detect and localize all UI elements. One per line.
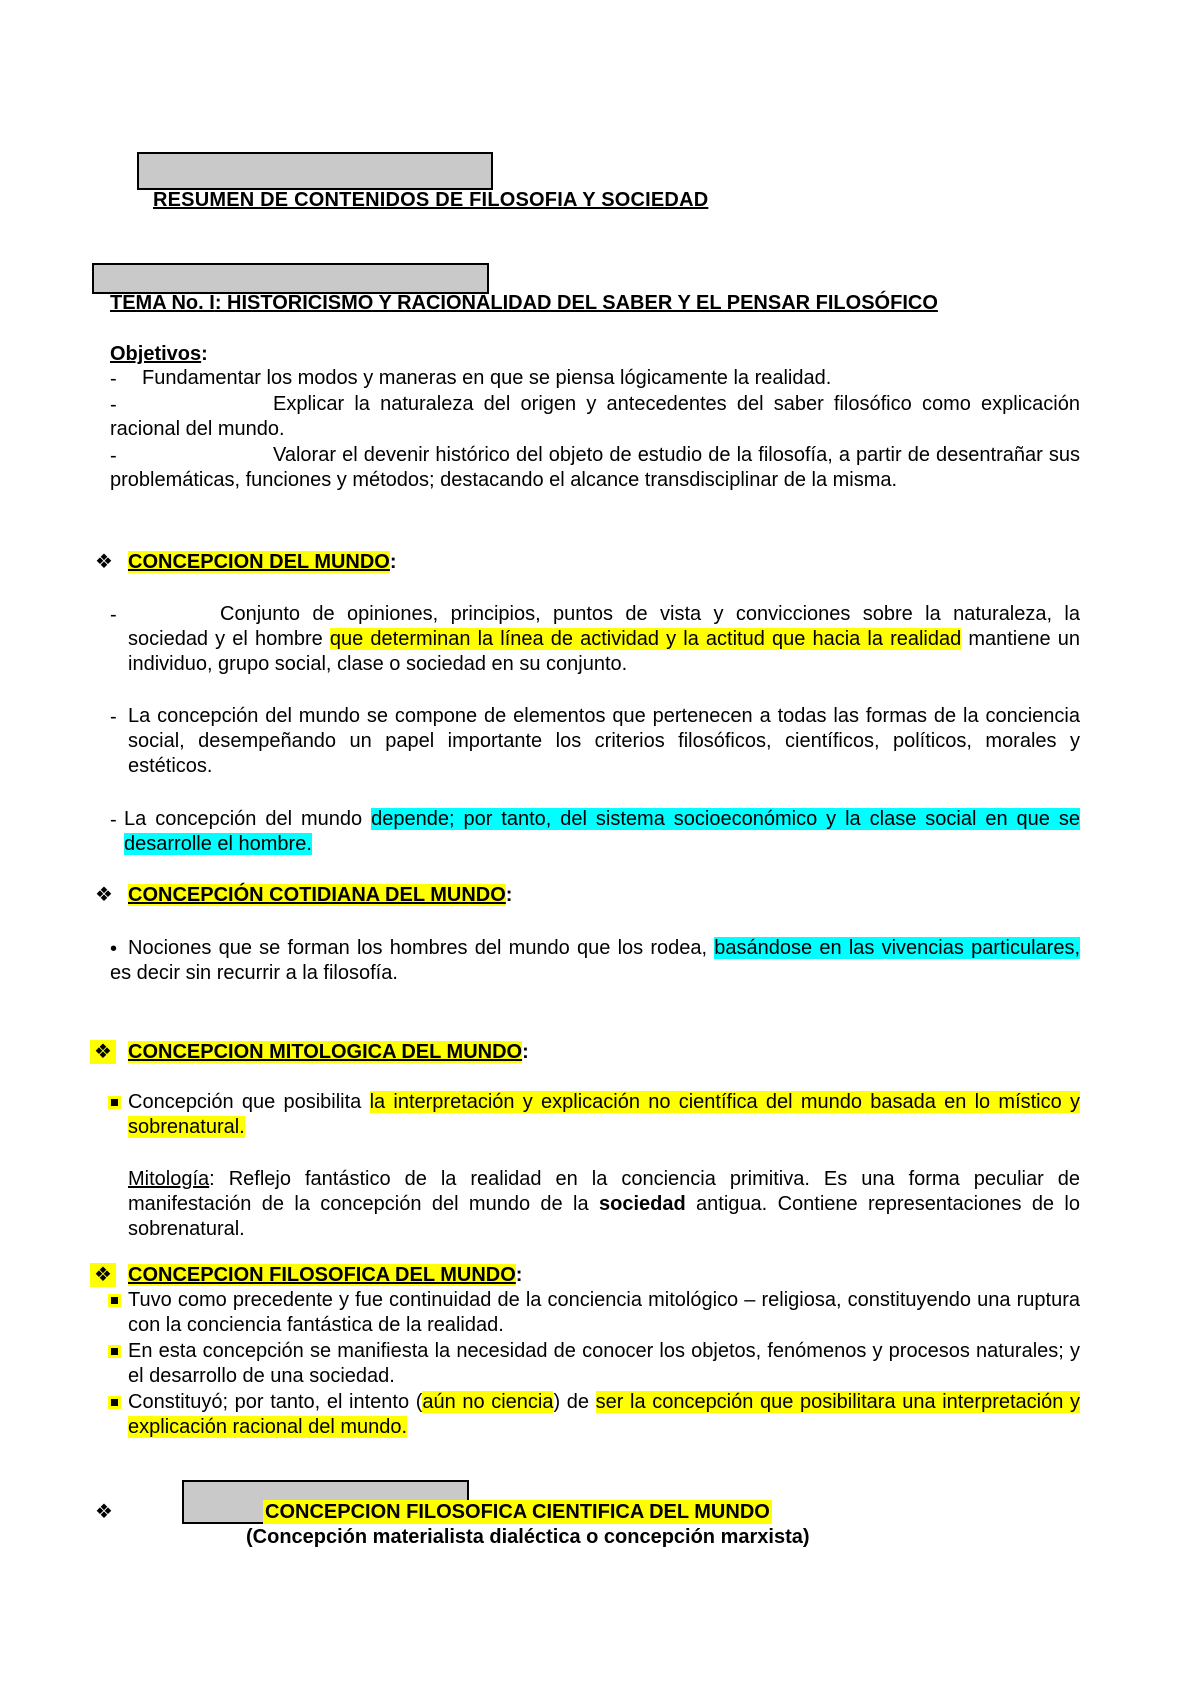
p2-text: La concepción del mundo se compone de elementos que pertenecen a todas las formas de la conciencia social, desempeñando un papel importante los criterios filosóficos, científicos, políticos, morales y estéticos.: [128, 705, 1080, 777]
objetivo-3-text: Valorar el devenir histórico del objeto de estudio de la filosofía, a partir de desentrañar sus problemáticas, funciones y métodos; destacando el alcance transdisciplinar de la misma.: [110, 444, 1080, 491]
dash: -: [110, 809, 117, 831]
filosofica-item-3-text-b: ) de: [553, 1391, 596, 1413]
mitologica-highlight: la interpretación y explicación no científica del mundo basada en lo místico y sobrenatural.: [128, 1091, 1080, 1138]
cotidiana-text-b: es decir sin recurrir a la filosofía.: [110, 962, 398, 984]
objetivos-label: [110, 342, 208, 366]
objetivo-1: [110, 366, 1080, 391]
square-bullet-icon: [111, 1099, 118, 1106]
mitologica-text-a: Concepción que posibilita: [128, 1091, 370, 1113]
cientifica-subtitle: (Concepción materialista dialéctica o concepción marxista): [246, 1526, 810, 1548]
tema-heading: [110, 291, 938, 315]
concepcion-mundo-p2: [128, 704, 1080, 779]
section-heading-filosofica: [128, 1263, 522, 1287]
heading-text: CONCEPCION FILOSOFICA DEL MUNDO: [128, 1264, 516, 1286]
gray-box-title: [137, 152, 493, 190]
p1-text-b: mantiene un individuo, grupo social, clase o sociedad en su conjunto.: [128, 628, 1080, 675]
objetivo-dash-3: -: [110, 445, 117, 467]
filosofica-item-2-text: En esta concepción se manifiesta la necesidad de conocer los objetos, fenómenos y procesos naturales; y el desarrollo de una sociedad.: [128, 1340, 1080, 1387]
tema-prefix: TEMA No. I: [110, 292, 215, 314]
mitologia-text-b: antigua. Contiene representaciones de lo sobrenatural.: [128, 1193, 1080, 1240]
objetivo-3: [110, 443, 1080, 493]
mitologia-bold: sociedad: [598, 1193, 686, 1215]
objetivo-2-text: Explicar la naturaleza del origen y antecedentes del saber filosófico como explicación racional del mundo.: [110, 393, 1080, 440]
objetivo-dash-1: -: [110, 368, 117, 390]
square-bullet-icon: [111, 1348, 118, 1355]
heading-text: CONCEPCION MITOLOGICA DEL MUNDO: [128, 1041, 523, 1063]
document-title: RESUMEN DE CONTENIDOS DE FILOSOFIA Y SOCIEDAD: [153, 189, 709, 211]
filosofica-item-3-highlight-1: aún no ciencia: [422, 1391, 554, 1413]
dash: -: [110, 706, 117, 728]
mitologia-text-a: : Reflejo fantástico de la realidad en la conciencia primitiva. Es una forma peculiar de manifestación de la concepción del mundo de la: [128, 1168, 1080, 1215]
section-heading-cotidiana: [128, 883, 512, 907]
gray-box-tema: [92, 263, 489, 294]
mitologia-definition: [128, 1167, 1080, 1242]
colon: :: [515, 1264, 523, 1286]
section-heading-cientifica: CONCEPCION FILOSOFICA CIENTIFICA DEL MUNDO: [265, 1501, 770, 1523]
p3-highlight: depende; por tanto, del sistema socioeconómico y la clase social en que se desarrolle el hombre.: [124, 808, 1080, 855]
diamond-bullet-icon: ❖: [95, 1501, 113, 1523]
heading-text: CONCEPCIÓN COTIDIANA DEL MUNDO: [128, 884, 506, 906]
concepcion-mundo-p1: [128, 602, 1080, 677]
cotidiana-text-a: Nociones que se forman los hombres del mundo que los rodea,: [128, 937, 715, 959]
filosofica-item-1: [128, 1288, 1080, 1338]
section-heading-mitologica: [128, 1040, 529, 1064]
diamond-bullet-icon: ❖: [90, 1263, 116, 1287]
round-bullet-icon: •: [110, 938, 118, 960]
colon: :: [201, 343, 208, 365]
heading-text: CONCEPCION DEL MUNDO: [128, 551, 390, 573]
section-heading-concepcion-mundo: [128, 550, 397, 574]
filosofica-item-1-text: Tuvo como precedente y fue continuidad de la conciencia mitológico – religiosa, constituyendo una ruptura con la conciencia fantástica de la realidad.: [128, 1289, 1080, 1336]
colon: :: [505, 884, 513, 906]
objetivos-label-text: Objetivos: [110, 343, 202, 365]
diamond-bullet-icon: ❖: [95, 551, 113, 573]
square-bullet-icon: [111, 1399, 118, 1406]
p3-text-a: La concepción del mundo: [124, 808, 372, 830]
colon: :: [522, 1041, 529, 1063]
p1-text-a: Conjunto de opiniones, principios, puntos de vista y convicciones sobre la naturaleza, la sociedad y el hombre: [128, 603, 1080, 650]
diamond-bullet-icon: ❖: [95, 884, 113, 906]
cotidiana-paragraph: [110, 936, 1080, 986]
objetivo-dash-2: -: [110, 394, 117, 416]
dash: -: [110, 604, 117, 626]
mitologica-paragraph: [128, 1090, 1080, 1140]
filosofica-item-3-text-a: Constituyó; por tanto, el intento (: [128, 1391, 423, 1413]
cotidiana-highlight: basándose en las vivencias particulares,: [714, 937, 1081, 959]
objetivo-2: [110, 392, 1080, 442]
diamond-bullet-icon: ❖: [90, 1040, 116, 1064]
filosofica-item-2: [128, 1339, 1080, 1389]
square-bullet-icon: [111, 1297, 118, 1304]
mitologia-label: Mitología: [128, 1168, 210, 1190]
filosofica-item-3-highlight-2: ser la concepción que posibilitara una interpretación y explicación racional del mundo.: [128, 1391, 1080, 1438]
filosofica-item-3: [128, 1390, 1080, 1440]
objetivo-1-text: Fundamentar los modos y maneras en que se piensa lógicamente la realidad.: [142, 367, 832, 389]
p1-highlight: que determinan la línea de actividad y la actitud que hacia la realidad: [329, 628, 962, 650]
colon: :: [389, 551, 397, 573]
tema-title: : HISTORICISMO Y RACIONALIDAD DEL SABER Y EL PENSAR FILOSÓFICO: [214, 292, 938, 314]
concepcion-mundo-p3: [124, 807, 1080, 857]
